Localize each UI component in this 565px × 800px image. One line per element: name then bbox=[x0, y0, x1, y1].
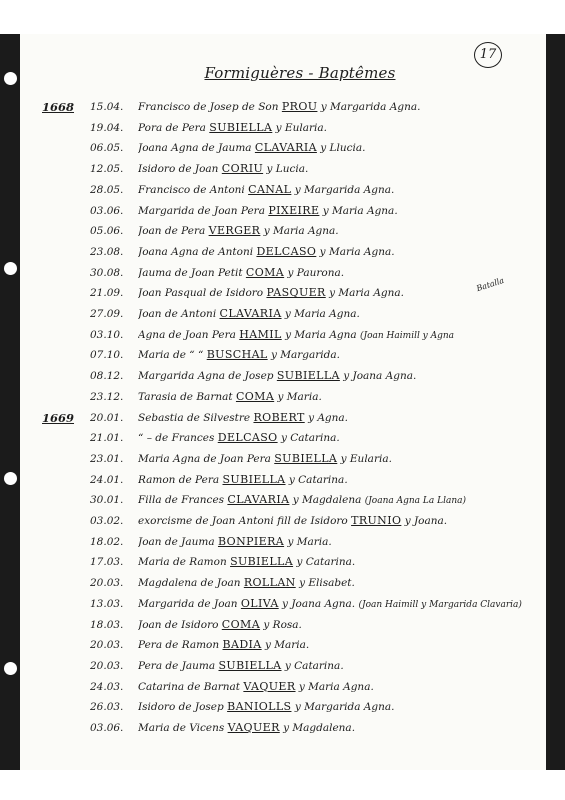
entry-row bbox=[20, 117, 546, 139]
entry-child-and-father: Jauma de Joan Petit bbox=[138, 266, 243, 279]
punch-hole bbox=[4, 662, 17, 675]
entry-mother: y Eularia. bbox=[340, 452, 392, 465]
entry-row bbox=[20, 448, 546, 470]
entry-text bbox=[138, 489, 538, 512]
entry-date: 26.03. bbox=[90, 701, 124, 714]
entry-mother: y Maria. bbox=[277, 390, 322, 403]
entry-date: 12.05. bbox=[90, 163, 124, 176]
entry-text bbox=[138, 551, 538, 573]
entry-child-and-father: Pera de Ramon bbox=[138, 639, 220, 652]
entry-row bbox=[20, 158, 546, 180]
entry-mother: y Lucia. bbox=[266, 163, 309, 176]
entry-row bbox=[20, 407, 546, 429]
entry-child-and-father: Maria de Vicens bbox=[138, 722, 225, 734]
entry-text bbox=[138, 344, 538, 366]
entry-mother: y Margarida Agna. bbox=[294, 701, 395, 714]
entry-child-and-father: Pera de Jauma bbox=[138, 659, 216, 672]
entry-text bbox=[138, 531, 538, 553]
entry-date: 03.10. bbox=[90, 328, 124, 341]
entry-child-and-father: exorcisme de Joan Antoni fill de Isidoro bbox=[138, 515, 348, 527]
entry-date: 27.09. bbox=[90, 308, 124, 320]
entry-row bbox=[20, 510, 546, 532]
entry-surname: BANIOLLS bbox=[227, 700, 292, 714]
entry-surname: SUBIELLA bbox=[230, 555, 294, 569]
entry-date: 05.06. bbox=[90, 225, 124, 238]
entry-date: 20.01. bbox=[90, 411, 124, 424]
entry-mother: y Magdalena bbox=[292, 494, 362, 507]
entry-date: 24.01. bbox=[90, 473, 124, 486]
entry-surname: VAQUER bbox=[227, 721, 280, 734]
entry-text bbox=[138, 241, 538, 263]
entry-date: 07.10. bbox=[90, 349, 124, 362]
entry-row bbox=[20, 572, 546, 594]
entry-surname: VAQUER bbox=[243, 679, 296, 693]
entry-row bbox=[20, 200, 546, 222]
entry-child-and-father: Margarida de Joan bbox=[138, 597, 238, 610]
entry-child-and-father: Catarina de Barnat bbox=[138, 680, 241, 693]
entry-child-and-father: Maria de “ “ bbox=[138, 349, 204, 362]
entry-mother: y Maria Agna. bbox=[329, 287, 405, 300]
entry-surname: VERGER bbox=[208, 224, 261, 238]
entry-date: 15.04. bbox=[90, 101, 124, 113]
entry-row bbox=[20, 282, 546, 304]
entry-text bbox=[138, 158, 538, 180]
entry-mother: y Margarida Agna. bbox=[320, 101, 421, 113]
entry-date: 28.05. bbox=[90, 183, 124, 196]
entry-surname: CLAVARIA bbox=[227, 493, 290, 507]
entry-row bbox=[20, 220, 546, 242]
entry-text bbox=[138, 386, 538, 408]
entry-mother: y Catarina. bbox=[288, 473, 348, 486]
entry-surname: PIXEIRE bbox=[268, 203, 320, 217]
entry-surname: COMA bbox=[245, 265, 285, 279]
entry-mother: y Maria. bbox=[264, 639, 310, 652]
entry-row bbox=[20, 531, 546, 553]
entry-mother: y Eularia. bbox=[275, 121, 327, 134]
entry-date: 23.01. bbox=[90, 452, 124, 465]
entry-mother: y Margarida Agna. bbox=[294, 183, 395, 196]
entry-row bbox=[20, 241, 546, 263]
entry-surname: SUBIELLA bbox=[209, 120, 273, 134]
entry-mother: y Catarina. bbox=[296, 556, 356, 569]
entry-date: 03.06. bbox=[90, 204, 124, 217]
entry-date: 13.03. bbox=[90, 597, 124, 610]
entry-text bbox=[138, 593, 538, 616]
entry-godparents-note: (Joan Haimill y Margarida Clavaria) bbox=[358, 599, 522, 610]
entry-date: 18.02. bbox=[90, 535, 124, 548]
entry-date: 20.03. bbox=[90, 577, 124, 590]
entry-surname: PASQUER bbox=[266, 286, 326, 300]
entry-row bbox=[20, 717, 546, 739]
entry-mother: y Joana. bbox=[404, 515, 448, 527]
entry-surname: COMA bbox=[235, 389, 275, 403]
punch-hole bbox=[4, 72, 17, 85]
entry-mother: y Maria. bbox=[287, 535, 332, 548]
entry-text bbox=[138, 117, 538, 139]
entry-date: 24.03. bbox=[90, 680, 124, 693]
entry-text bbox=[138, 510, 538, 532]
punch-hole bbox=[4, 472, 17, 485]
entry-row bbox=[20, 676, 546, 698]
entry-surname: BADIA bbox=[222, 638, 262, 652]
entry-mother: y Magdalena. bbox=[283, 722, 356, 734]
scan-border-right bbox=[546, 34, 565, 770]
entry-mother: y Joana Agna. bbox=[282, 597, 356, 610]
entry-godparents-note: (Joana Agna La Llana) bbox=[364, 496, 466, 507]
entry-date: 06.05. bbox=[90, 142, 124, 155]
entry-surname: ROBERT bbox=[253, 410, 305, 424]
entry-surname: SUBIELLA bbox=[218, 658, 282, 672]
entry-child-and-father: Margarida Agna de Josep bbox=[138, 370, 274, 383]
entry-mother: y Agna. bbox=[308, 411, 348, 424]
entry-text bbox=[138, 220, 538, 242]
entry-child-and-father: Agna de Joan Pera bbox=[138, 328, 236, 341]
entry-surname: SUBIELLA bbox=[222, 472, 286, 486]
entry-surname: CORIU bbox=[221, 162, 264, 176]
entry-mother: y Catarina. bbox=[280, 432, 340, 445]
entry-date: 20.03. bbox=[90, 659, 124, 672]
entry-mother: y Elisabet. bbox=[299, 577, 355, 590]
entry-text bbox=[138, 717, 538, 739]
entry-child-and-father: Ramon de Pera bbox=[138, 473, 220, 486]
entry-text bbox=[138, 427, 538, 449]
entry-row bbox=[20, 655, 546, 677]
entry-text bbox=[138, 469, 538, 491]
entry-mother: y Llucia. bbox=[320, 142, 366, 155]
entry-mother: y Catarina. bbox=[284, 659, 344, 672]
entry-mother: y Rosa. bbox=[263, 618, 302, 631]
entry-child-and-father: Joana Agna de Antoni bbox=[138, 245, 254, 258]
entry-surname: HAMIL bbox=[239, 327, 282, 341]
entry-surname: BUSCHAL bbox=[206, 348, 268, 362]
entry-text bbox=[138, 324, 538, 347]
entry-mother: y Maria Agna. bbox=[298, 680, 374, 693]
entry-row bbox=[20, 386, 546, 408]
entry-text bbox=[138, 137, 538, 159]
entry-text bbox=[138, 448, 538, 470]
entry-date: 23.08. bbox=[90, 245, 124, 258]
entry-child-and-father: Margarida de Joan Pera bbox=[138, 204, 265, 217]
entry-surname: BONPIERA bbox=[217, 534, 285, 548]
entry-mother: y Maria Agna. bbox=[263, 225, 339, 238]
entry-text bbox=[138, 303, 538, 325]
entry-text bbox=[138, 179, 538, 201]
entry-child-and-father: Joana Agna de Jauma bbox=[138, 142, 252, 155]
entry-child-and-father: Isidoro de Josep bbox=[138, 701, 224, 714]
entry-text bbox=[138, 262, 538, 284]
entry-text bbox=[138, 614, 538, 636]
entry-date: 18.03. bbox=[90, 618, 124, 631]
entry-mother: y Paurona. bbox=[287, 266, 345, 279]
entry-surname: OLIVA bbox=[240, 596, 279, 610]
entry-date: 30.01. bbox=[90, 494, 124, 507]
entry-date: 30.08. bbox=[90, 266, 124, 279]
entry-text bbox=[138, 407, 538, 429]
entry-row bbox=[20, 324, 546, 346]
entry-text bbox=[138, 696, 538, 718]
entry-text bbox=[138, 655, 538, 677]
entry-child-and-father: Isidoro de Joan bbox=[138, 163, 219, 176]
entry-child-and-father: Joan de Jauma bbox=[138, 535, 215, 548]
entry-child-and-father: Joan de Pera bbox=[138, 225, 206, 238]
entry-text bbox=[138, 96, 538, 118]
document-page bbox=[20, 34, 546, 770]
entry-child-and-father: Tarasia de Barnat bbox=[138, 390, 233, 403]
entry-child-and-father: Francisco de Antoni bbox=[138, 183, 245, 196]
entry-date: 21.09. bbox=[90, 287, 124, 300]
entry-child-and-father: Joan de Antoni bbox=[138, 308, 217, 320]
entry-row bbox=[20, 96, 546, 118]
entry-child-and-father: “ – de Frances bbox=[138, 432, 215, 445]
page-title: Formiguères - Baptêmes bbox=[204, 64, 396, 82]
entry-year: 1669 bbox=[42, 410, 75, 425]
entry-text bbox=[138, 365, 538, 387]
entry-row bbox=[20, 634, 546, 656]
entry-mother: y Margarida. bbox=[270, 349, 340, 362]
entry-date: 03.02. bbox=[90, 515, 124, 527]
entry-row bbox=[20, 469, 546, 491]
entry-text bbox=[138, 634, 538, 656]
entry-row bbox=[20, 179, 546, 201]
entry-row bbox=[20, 365, 546, 387]
entry-child-and-father: Sebastia de Silvestre bbox=[138, 411, 251, 424]
page-number: 17 bbox=[474, 42, 502, 68]
entry-child-and-father: Maria de Ramon bbox=[138, 556, 227, 569]
entry-text bbox=[138, 572, 538, 594]
entry-child-and-father: Joan Pasqual de Isidoro bbox=[138, 287, 264, 300]
entry-surname: COMA bbox=[221, 617, 261, 631]
entry-child-and-father: Maria Agna de Joan Pera bbox=[138, 452, 271, 465]
entry-row bbox=[20, 489, 546, 511]
entry-row bbox=[20, 551, 546, 573]
entry-surname: ROLLAN bbox=[243, 576, 296, 590]
entry-text bbox=[138, 676, 538, 698]
entry-surname: DELCASO bbox=[256, 244, 317, 258]
entry-row bbox=[20, 303, 546, 325]
entry-date: 21.01. bbox=[90, 432, 124, 445]
marginal-note: Batalla bbox=[475, 275, 506, 294]
entry-text bbox=[138, 282, 538, 304]
entry-date: 23.12. bbox=[90, 390, 124, 403]
entry-date: 17.03. bbox=[90, 556, 124, 569]
entry-date: 20.03. bbox=[90, 639, 124, 652]
entry-year: 1668 bbox=[42, 100, 75, 114]
entry-row bbox=[20, 427, 546, 449]
entry-surname: DELCASO bbox=[217, 431, 278, 445]
entry-row bbox=[20, 344, 546, 366]
entry-child-and-father: Magdalena de Joan bbox=[138, 577, 241, 590]
entry-surname: SUBIELLA bbox=[276, 369, 340, 383]
entry-surname: SUBIELLA bbox=[274, 451, 338, 465]
entry-row bbox=[20, 262, 546, 284]
entry-row bbox=[20, 614, 546, 636]
entry-child-and-father: Pora de Pera bbox=[138, 121, 206, 134]
entry-row bbox=[20, 696, 546, 718]
entry-row bbox=[20, 593, 546, 615]
entry-surname: PROU bbox=[281, 100, 318, 113]
entry-mother: y Maria Agna. bbox=[322, 204, 398, 217]
entry-child-and-father: Filla de Frances bbox=[138, 494, 225, 507]
entry-mother: y Maria Agna. bbox=[284, 308, 360, 320]
entry-godparents-note: (Joan Haimill y Agna bbox=[360, 330, 455, 341]
entry-date: 03.06. bbox=[90, 722, 124, 734]
entry-date: 19.04. bbox=[90, 121, 124, 134]
scan-border-left bbox=[0, 34, 20, 770]
entry-date: 08.12. bbox=[90, 370, 124, 383]
entry-text bbox=[138, 200, 538, 222]
entry-surname: CLAVARIA bbox=[254, 141, 317, 155]
entry-surname: CLAVARIA bbox=[219, 307, 282, 320]
entry-mother: y Maria Agna. bbox=[319, 245, 395, 258]
entry-child-and-father: Francisco de Josep de Son bbox=[138, 101, 279, 113]
entry-surname: TRUNIO bbox=[351, 514, 402, 527]
entry-mother: y Joana Agna. bbox=[343, 370, 417, 383]
entry-child-and-father: Joan de Isidoro bbox=[138, 618, 219, 631]
entry-surname: CANAL bbox=[248, 182, 292, 196]
punch-hole bbox=[4, 262, 17, 275]
entry-row bbox=[20, 137, 546, 159]
entry-mother: y Maria Agna bbox=[285, 328, 357, 341]
